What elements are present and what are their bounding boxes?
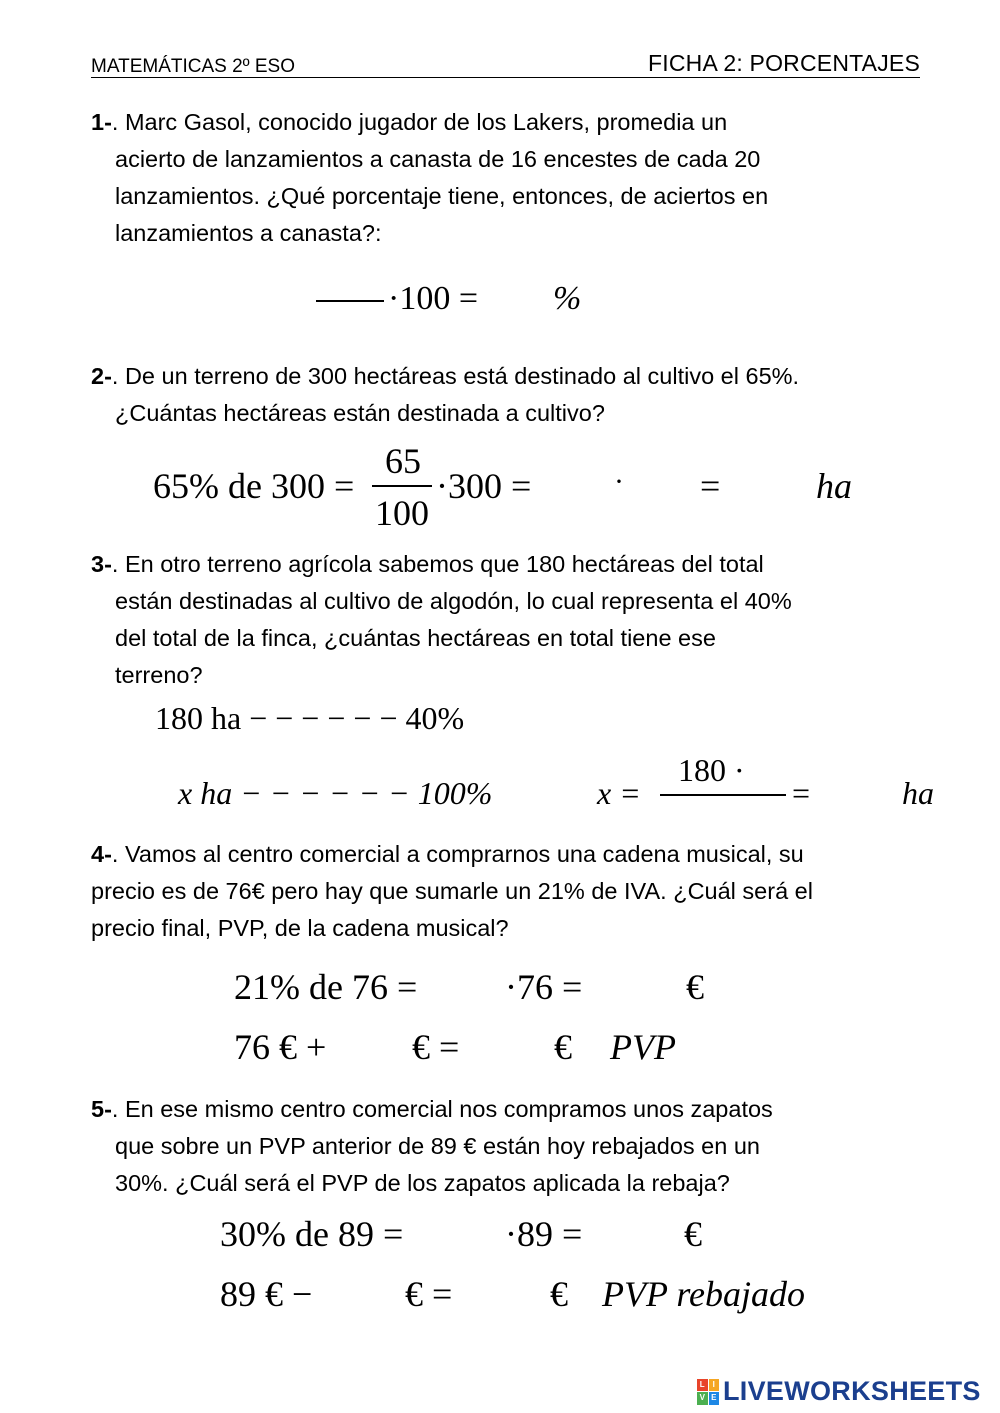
p2-expression-left: 65% de 300 = [153,466,355,506]
p4-row2-mid: € = [412,1027,460,1067]
p3-proportion-row-2: x ha − − − − − − 100% [178,775,493,811]
p4-row1-mid: ·76 = [505,967,583,1007]
p4-row2-euro: € [554,1027,572,1067]
liveworksheets-logo[interactable] [697,1376,981,1407]
problem-number: 4- [91,841,112,867]
p3-equals: = [792,775,811,811]
p3-x-equals: x = [597,775,641,811]
header-worksheet-title: FICHA 2: PORCENTAJES [648,50,920,76]
p3-unit: ha [902,775,934,811]
liveworksheets-logo-text: LIVEWORKSHEETS [723,1376,981,1406]
p3-fraction-bar [660,794,786,796]
p2-denominator: 100 [375,493,429,533]
problem-2-text: 2-. De un terreno de 300 hectáreas está destinado al cultivo el 65%. ¿Cuántas hectáreas están destinada a cultivo? [91,363,800,426]
p2-numerator: 65 [385,441,421,481]
header-subject: MATEMÁTICAS 2º ESO [91,56,296,77]
p5-row2-mid: € = [405,1274,453,1314]
p4-row1-euro: € [686,967,704,1007]
p5-row2-pvp-rebajado: PVP rebajado [602,1274,805,1314]
p5-row1-left: 30% de 89 = [220,1214,404,1254]
p5-row2-left: 89 € − [220,1274,313,1314]
p5-row2-euro: € [550,1274,568,1314]
p2-fraction-bar [372,485,432,487]
p2-dot: · [614,465,624,498]
problem-1-text: 1-. Marc Gasol, conocido jugador de los Lakers, promedia un acierto de lanzamientos a canasta de 16 encestes de cada 20 lanzamientos. ¿Qué porcentaje tiene, entonces, de aciertos en lanzamientos a canasta?: [91,109,769,246]
p2-unit: ha [816,466,852,506]
p4-row1-left: 21% de 76 = [234,967,418,1007]
p1-times-100: ·100 = [388,280,478,317]
p2-equals: = [700,466,721,506]
p1-fraction-bar [316,300,384,302]
header-divider [91,77,920,78]
liveworksheets-logo-icon: L I V E [697,1379,719,1405]
p4-row2-pvp: PVP [610,1027,676,1067]
problem-4-text: 4-. Vamos al centro comercial a comprarnos una cadena musical, su precio es de 76€ pero hay que sumarle un 21% de IVA. ¿Cuál será el precio final, PVP, de la cadena musical? [91,841,813,941]
problem-5-text: 5-. En ese mismo centro comercial nos compramos unos zapatos que sobre un PVP anterior de 89 € están hoy rebajados en un 30%. ¿Cuál será el PVP de los zapatos aplicada la rebaja? [91,1096,773,1196]
problem-number: 3- [91,551,112,577]
problem-number: 5- [91,1096,112,1122]
p2-times-300: ·300 = [436,466,532,506]
problem-3-text: 3-. En otro terreno agrícola sabemos que 180 hectáreas del total están destinadas al cultivo de algodón, lo cual representa el 40% del total de la finca, ¿cuántas hectáreas en total tiene ese terreno? [91,551,792,688]
p3-proportion-row-1: 180 ha − − − − − − 40% [155,700,465,736]
problem-number: 1- [91,109,112,135]
p5-row1-euro: € [684,1214,702,1254]
p3-numerator: 180 · [678,752,745,788]
p5-row1-mid: ·89 = [505,1214,583,1254]
p1-percent: % [553,280,582,317]
p4-row2-left: 76 € + [234,1027,327,1067]
problem-number: 2- [91,363,112,389]
